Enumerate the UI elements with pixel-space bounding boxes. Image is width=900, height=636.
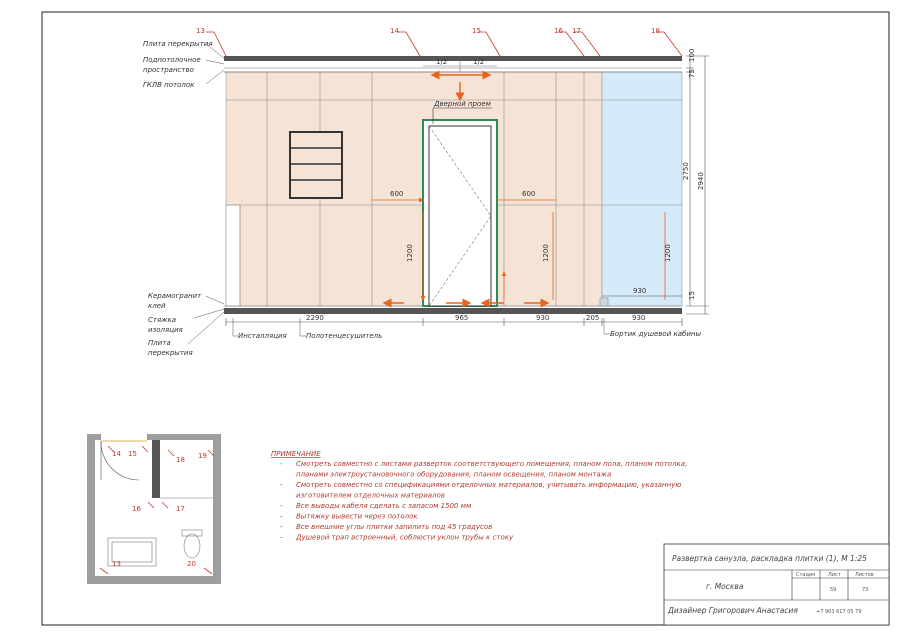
- glass-panel: [602, 72, 682, 306]
- dim-right-100: 100: [688, 48, 696, 62]
- marker-13: 13: [196, 27, 205, 35]
- label-gklv: ГКЛВ потолок: [143, 81, 195, 89]
- plan-marker-18: 18: [176, 456, 185, 464]
- elevation-view: [143, 27, 709, 357]
- floor-slab: [224, 308, 682, 314]
- dim-right-15: 15: [688, 291, 696, 300]
- marker-18: 18: [651, 27, 660, 35]
- plan-marker-14: 14: [112, 450, 121, 458]
- tb-designer: Дизайнер Григорович Анастасия: [668, 606, 798, 615]
- door-opening: [423, 120, 497, 306]
- dim-1200-2: 1200: [542, 244, 550, 262]
- label-screed-2: изоляция: [148, 326, 183, 334]
- marker-15: 15: [472, 27, 481, 35]
- note-bullet: -: [280, 523, 283, 531]
- plan-marker-20: 20: [187, 560, 196, 568]
- dim-half-2: 1/2: [473, 58, 485, 66]
- installation-gap: [226, 205, 240, 306]
- callout-curb: Бортик душевой кабины: [610, 330, 701, 338]
- plan-marker-13: 13: [112, 560, 121, 568]
- dim-1200-1: 1200: [406, 244, 414, 262]
- label-ceramic-2: клей: [148, 302, 166, 310]
- callout-install: Инсталляция: [238, 332, 287, 340]
- note-line: Смотреть совместно со спецификациями отделочных материалов, учитывать информацию, указанную: [296, 481, 682, 489]
- note-line: Вытяжку вывести через потолок: [296, 512, 418, 521]
- dim-right-2750: 2750: [682, 162, 690, 180]
- plan-marker-19: 19: [198, 452, 207, 460]
- dim-bottom-1: 2290: [306, 314, 324, 322]
- marker-17: 17: [572, 27, 581, 35]
- ceiling-slab: [224, 56, 682, 61]
- label-slab-top: Плита перекрытия: [143, 40, 213, 48]
- tb-stage-label: Стадия: [796, 572, 816, 578]
- tb-title: Развертка санузла, раскладка плитки (1), М 1:25: [672, 554, 867, 563]
- dim-bottom-2: 965: [455, 314, 469, 322]
- tb-sheet: 59: [830, 587, 837, 593]
- note-bullet: -: [280, 512, 283, 521]
- door-label: Дверной проем: [434, 100, 491, 108]
- tb-sheets: 73: [862, 587, 869, 593]
- label-ceramic-1: Керамогранит: [148, 292, 202, 300]
- label-screed-1: Стяжка: [148, 316, 176, 324]
- note-bullet: -: [280, 502, 283, 510]
- note-line: Смотреть совместно с листами разверток соответствующего помещения, планом пола, планом потолка,: [296, 460, 688, 468]
- note-line: Все выводы кабеля сделать с запасом 1500 мм: [296, 502, 472, 510]
- tb-sheets-label: Листов: [855, 572, 874, 578]
- tb-city: г. Москва: [706, 582, 744, 591]
- floor-plan: [87, 434, 221, 584]
- tb-sheet-label: Лист: [828, 572, 841, 578]
- tb-phone: +7 903 617 05 79: [816, 609, 862, 615]
- shower-curb: [600, 298, 608, 306]
- note-line: Душевой трап встроенный, соблюсти уклон трубы к стоку: [296, 533, 514, 542]
- title-block: [664, 544, 889, 625]
- label-subceiling-1: Подпотолочное: [143, 56, 201, 64]
- note-bullet: -: [280, 533, 283, 542]
- callout-towel: Полотенцесушитель: [306, 332, 383, 340]
- tile-wall: [226, 72, 602, 306]
- notes-block: [271, 450, 687, 542]
- dim-930-glass: 930: [633, 287, 647, 295]
- dim-right-75: 75: [688, 69, 696, 78]
- dim-600-right: 600: [522, 190, 536, 198]
- label-slab-bottom-2: перекрытия: [148, 349, 193, 357]
- dim-bottom-4: 205: [586, 314, 600, 322]
- notes-title: ПРИМЕЧАНИЕ: [271, 450, 321, 458]
- note-line: изготовителем отделочных материалов: [296, 491, 445, 500]
- plan-marker-16: 16: [132, 505, 141, 513]
- dim-half-1: 1/2: [436, 58, 448, 66]
- label-subceiling-2: пространство: [143, 66, 194, 74]
- marker-14: 14: [390, 27, 399, 35]
- note-line: Все внешние углы плитки запилить под 45 градусов: [296, 523, 493, 531]
- dim-600-left: 600: [390, 190, 404, 198]
- marker-16: 16: [554, 27, 563, 35]
- dim-1200-3: 1200: [664, 244, 672, 262]
- dim-bottom-3: 930: [536, 314, 550, 322]
- notes-list: [280, 460, 687, 542]
- plan-marker-17: 17: [176, 505, 185, 513]
- note-bullet: -: [280, 460, 283, 468]
- label-slab-bottom-1: Плита: [148, 339, 171, 347]
- note-line: планами электроустановочного оборудования, планом освещения, планом монтажа: [296, 470, 612, 479]
- note-bullet: -: [280, 481, 283, 489]
- wall-niche: [290, 132, 342, 198]
- dim-right-2940: 2940: [697, 172, 705, 190]
- dim-bottom-5: 930: [632, 314, 646, 322]
- plan-marker-15: 15: [128, 450, 137, 458]
